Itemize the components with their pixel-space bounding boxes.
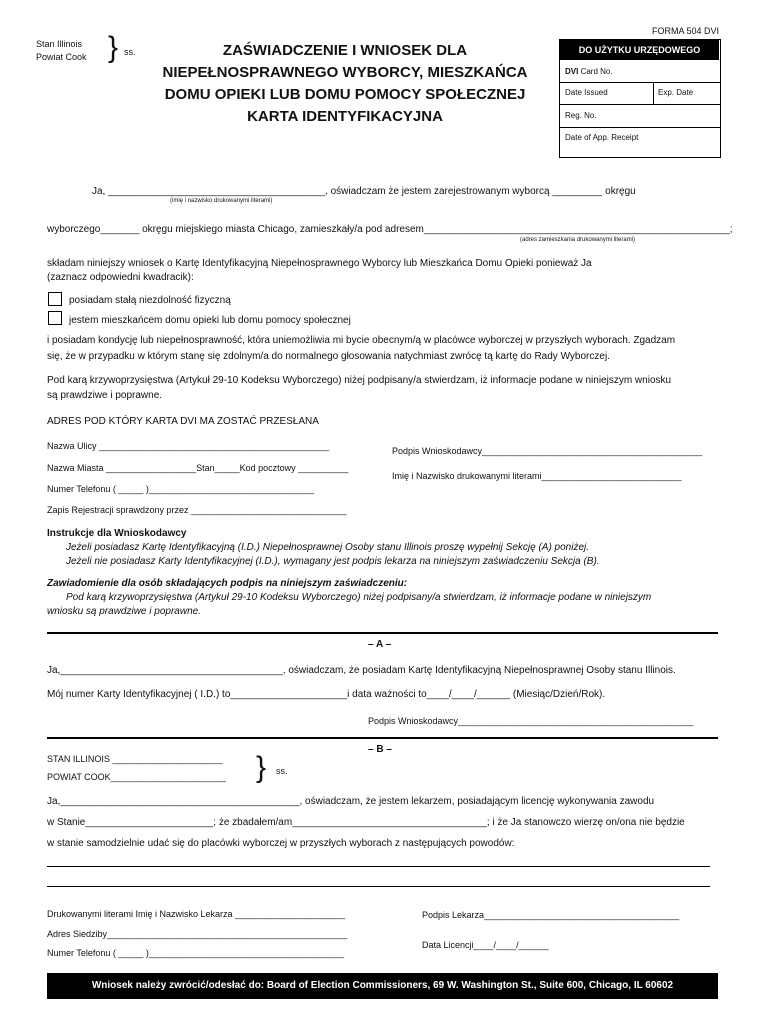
title-line-1: ZAŚWIADCZENIE I WNIOSEK DLA [222, 42, 468, 59]
exp-date-label: Exp. Date [658, 88, 694, 97]
reason-line-2[interactable] [47, 886, 710, 887]
name-hint: (imię i nazwisko drukowanymi literami) [170, 198, 273, 204]
section-b-line-1[interactable]: Ja,___________________________________________, oświadczam, że jestem lekarzem, posiadającym licencję wykonywania zawodu [47, 796, 655, 807]
phone-field[interactable]: Numer Telefonu ( _____ )_________________________________ [47, 484, 315, 494]
para-2-line-1: Pod karą krzywoprzysięstwa (Artykuł 29-10 Kodeksu Wyborczego) niżej podpisany/a stwierdzam, iż informacje podane w niniejszym wniosku [47, 375, 672, 386]
ss-label: ss. [124, 47, 136, 57]
reason-line-1[interactable] [47, 866, 710, 867]
para-1-line-1: i posiadam kondycję lub niepełnosprawność, która uniemożliwia mi bycie obecnym/ą w placówce wyborczej w przyszłych wyborach. Zgadzam [47, 335, 676, 346]
section-a-label: – A – [368, 639, 392, 650]
return-address-banner: Wniosek należy zwrócić/odesłać do: Board of Election Commissioners, 69 W. Washington St., Suite 600, Chicago, IL 60602 [47, 973, 718, 999]
section-b-label: – B – [368, 744, 392, 755]
section-a-signature[interactable]: Podpis Wnioskodawcy_______________________________________________ [368, 716, 694, 726]
section-b-ss: ss. [276, 766, 288, 776]
section-b-line-3: w stanie samodzielnie udać się do placówki wyborczej w przyszłych wyborach z następujących powodów: [47, 838, 515, 849]
form-number: FORMA 504 DVI [652, 26, 720, 36]
street-field[interactable]: Nazwa Ulicy ______________________________________________ [47, 441, 330, 451]
registration-field[interactable]: Zapis Rejestracji sprawdzony przez _______________________________ [47, 505, 347, 515]
intro-line-3: składam niniejszy wniosek o Kartę Identyfikacyjną Niepełnosprawnego Wyborcy lub Mieszkańca Domu Opieki ponieważ Ja [47, 258, 592, 269]
doctor-name-field[interactable]: Drukowanymi literami Imię i Nazwisko Lekarza ______________________ [47, 909, 346, 919]
section-b-rule [47, 737, 718, 739]
form-title [135, 40, 555, 128]
brace-icon: } [108, 31, 119, 64]
license-date-field[interactable]: Data Licencji____/____/______ [422, 940, 549, 950]
section-a-rule [47, 632, 718, 634]
para-1-line-2: się, że w przypadku w którym stanę się zdolnym/a do normalnego głosowania natychmiast zwrócę tą kartę do Rady Wyborczej. [47, 351, 610, 362]
section-b-county[interactable]: POWIAT COOK_______________________ [47, 772, 226, 782]
instructions-line-1: Jeżeli posiadasz Kartę Identyfikacyjną (I.D.) Niepełnosprawnej Osoby stanu Illinois proszę wypełnij Sekcję (A) poniżej. [66, 542, 590, 553]
notice-line-1: Pod karą krzywoprzysięstwa (Artykuł 29-10 Kodeksu Wyborczego) niżej podpisany/a stwierdzam, iż informacje podane w niniejszym [66, 592, 652, 603]
doctor-phone-field[interactable]: Numer Telefonu ( _____ )_______________________________________ [47, 948, 345, 958]
doctor-address-field[interactable]: Adres Siedziby________________________________________________ [47, 929, 348, 939]
county-label: Powiat Cook [36, 52, 87, 62]
section-a-line-2[interactable]: Mój numer Karty Identyfikacyjnej ( I.D.) to_____________________i data ważności to____/____/______ (Miesiąc/Dzień/Rok). [47, 689, 606, 700]
notice-heading: Zawiadomienie dla osób składających podpis na niniejszym zaświadczeniu: [47, 578, 408, 589]
city-field[interactable]: Nazwa Miasta __________________Stan_____Kod pocztowy __________ [47, 463, 349, 473]
office-row-divider [559, 82, 720, 83]
printed-name-field[interactable]: Imię i Nazwisko drukowanymi literami____________________________ [392, 471, 682, 481]
title-line-4: KARTA IDENTYFIKACYJNA [247, 108, 443, 125]
section-b-line-2[interactable]: w Stanie_______________________; że zbadałem/am___________________________________; i że Ja stanowczo wierzę on/ona nie będzie [47, 817, 685, 828]
title-line-2: NIEPEŁNOSPRAWNEGO WYBORCY, MIESZKAŃCA [162, 64, 528, 81]
office-row-divider [559, 127, 720, 128]
brace-icon: } [256, 751, 267, 784]
reg-no-label: Reg. No. [565, 111, 597, 120]
section-a-line-1[interactable]: Ja,________________________________________, oświadczam, że posiadam Kartę Identyfikacyjną Niepełnosprawnej Osoby stanu Illinois. [47, 665, 676, 676]
office-row-divider [559, 104, 720, 105]
date-issued-label: Date Issued [565, 88, 608, 97]
intro-line-1[interactable]: Ja, _______________________________________, oświadczam że jestem zarejestrowanym wyborcą _________ okręgu [92, 186, 636, 197]
office-col-divider [653, 82, 654, 104]
applicant-signature-field[interactable]: Podpis Wnioskodawcy____________________________________________ [392, 446, 703, 456]
para-2-line-2: są prawdziwe i poprawne. [47, 390, 163, 401]
checkbox-nursing-home[interactable] [48, 311, 62, 325]
office-use-header: DO UŻYTKU URZĘDOWEGO [578, 45, 701, 55]
app-receipt-label: Date of App. Receipt [565, 133, 639, 142]
section-b-state[interactable]: STAN ILLINOIS ______________________ [47, 754, 223, 764]
title-line-3: DOMU OPIEKI LUB DOMU POMOCY SPOŁECZNEJ [164, 86, 526, 103]
instructions-heading: Instrukcje dla Wnioskodawcy [47, 528, 187, 539]
state-label: Stan Illinois [36, 39, 83, 49]
checkbox-nursing-label: jestem mieszkańcem domu opieki lub domu pomocy społecznej [69, 315, 351, 326]
intro-line-4: (zaznacz odpowiedni kwadracik): [47, 272, 194, 283]
notice-line-2: wniosku są prawdziwe i poprawne. [47, 606, 201, 617]
checkbox-physical-label: posiadam stałą niezdolność fizyczną [69, 295, 231, 306]
instructions-line-2: Jeżeli nie posiadasz Karty Identyfikacyjnej (I.D.), wymagany jest podpis lekarza na niniejszym zaświadczeniu Sekcja (B). [66, 556, 600, 567]
doctor-signature-field[interactable]: Podpis Lekarza_______________________________________ [422, 910, 680, 920]
address-heading: ADRES POD KTÓRY KARTA DVI MA ZOSTAĆ PRZESŁANA [47, 416, 319, 427]
dvi-card-no: DVI Card No. [565, 67, 613, 76]
checkbox-physical-disability[interactable] [48, 292, 62, 306]
intro-line-2[interactable]: wyborczego_______ okręgu miejskiego miasta Chicago, zamieszkały/a pod adresem_______________________________________________________; [47, 224, 733, 235]
address-hint: (adres zamieszkania drukowanymi literami) [520, 237, 636, 243]
